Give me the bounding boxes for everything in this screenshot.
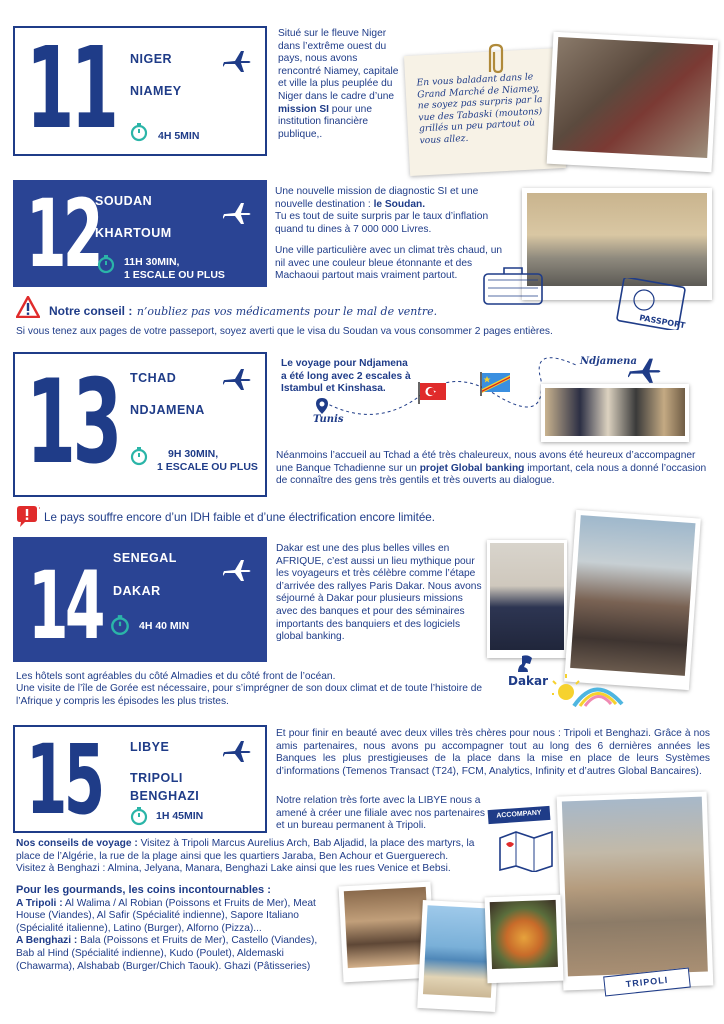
briefcase-icon bbox=[478, 262, 550, 310]
section-13-text: Néanmoins l’accueil au Tchad a été très chaleureux, nous avons été heureux d’accompagner une Banque Tchadienne sur un projet Global banking important, cela nous a donné l’occasion de connaître des gens très gentils et très ouverts au dialogue. bbox=[276, 450, 707, 487]
city-label: KHARTOUM bbox=[95, 226, 172, 240]
destination-number: 14 bbox=[28, 552, 102, 661]
food-section: Pour les gourmands, les coins incontournables : A Tripoli : Al Walima / Al Robian (Poissons et Fruits de Mer), Meat House (Viandes), Al Safir (Spécialité indienne), Sapore Italiano (Spécialité italienne), Latino (Burger), Alforno (Pizza)... A Benghazi : Bala (Poissons et Fruits de Mer), Castello (Viandes), Bab al Hind (Spécialité indienne), Kudo (Poulet), Aldemaski (Chawarma), Alshabab (Burger/Chich Taouk). Ghazi (Pâtisseries) bbox=[16, 884, 318, 972]
destination-number: 12 bbox=[26, 180, 100, 289]
country-label: TCHAD bbox=[130, 371, 177, 385]
section-14-text: Dakar est une des plus belles villes en AFRIQUE, c’est aussi un lieu mythique pour les voyageurs et très célèbre comme l’étape d’arrivée des rallyes Paris Dakar. Nous avons séjourné à Dakar pour plusieurs missions avec des banques et pour des séminaires importants des banquiers et des logiciels global banking. bbox=[276, 543, 482, 643]
market-note: En vous baladant dans le Grand Marché de Niamey, ne soyez pas surpris par la vue des Tabaski (moutons) grillés un peu partout où vous allez. bbox=[416, 71, 543, 146]
photo-ndjamena-team bbox=[541, 384, 689, 442]
advice-line: Notre conseil : n’oubliez pas vos médicaments pour le mal de ventre. bbox=[49, 304, 438, 318]
country-label: LIBYE bbox=[130, 740, 170, 754]
airplane-icon bbox=[223, 199, 253, 225]
airplane-icon bbox=[223, 556, 253, 582]
photo-dakar-selfie bbox=[564, 510, 701, 690]
flight-duration: 4H 5MIN bbox=[158, 130, 200, 142]
goree-text: Une visite de l’île de Gorée est nécessaire, pour s’imprégner de son doux climat et de toute l’histoire de l’Afrique y compris les épisodes les plus tristes. bbox=[16, 683, 483, 707]
airplane-icon bbox=[628, 354, 664, 384]
turkey-flag-icon bbox=[418, 382, 448, 404]
idh-note: Le pays souffre encore d’un IDH faible et d’une électrification encore limitée. bbox=[44, 511, 435, 524]
city-label: NDJAMENA bbox=[130, 403, 205, 417]
section-15-text-2: Notre relation très forte avec la LIBYE nous a amené à créer une filiale avec nos partenaires et un bureau permanent à Tripoli. bbox=[276, 795, 485, 832]
stopwatch-icon bbox=[97, 254, 115, 274]
flight-duration: 4H 40 MIN bbox=[139, 620, 190, 632]
svg-text:PASSPORT: PASSPORT bbox=[638, 313, 686, 330]
photo-dish bbox=[485, 895, 564, 984]
hotels-text: Les hôtels sont agréables du côté Almadies et du côté front de l’océan. bbox=[16, 671, 336, 682]
accompany-sticker: ACCOMPANY bbox=[488, 806, 551, 824]
city-label: DAKAR bbox=[113, 584, 161, 598]
stopwatch-icon bbox=[130, 446, 148, 466]
city-label: TRIPOLI BENGHAZI bbox=[130, 771, 200, 803]
paperclip-icon bbox=[484, 42, 508, 76]
rainbow-sun-icon bbox=[552, 670, 624, 710]
flight-duration: 11H 30MIN, 1 ESCALE OU PLUS bbox=[124, 256, 225, 281]
route-text: Le voyage pour Ndjamena a été long avec 2 escales à Istambul et Kinshasa. bbox=[281, 358, 411, 395]
destination-number: 13 bbox=[26, 355, 119, 490]
alert-icon bbox=[14, 505, 40, 529]
destination-number: 11 bbox=[26, 24, 116, 154]
city-label: NIAMEY bbox=[130, 84, 182, 98]
section-12-text-2: Une ville particulière avec un climat très chaud, un nil avec une couleur bleue étonnante et des Machaoui partout mais vraiment partout. bbox=[275, 245, 503, 282]
section-11-text: Situé sur le fleuve Niger dans l’extrême ouest du pays, nous avons rencontré Niamey, capitale et ville la plus peuplée du Niger dans le cadre d’une mission SI pour une institution financière publique,. bbox=[278, 28, 399, 140]
stopwatch-icon bbox=[110, 614, 130, 636]
photo-dakar-seminar bbox=[487, 540, 567, 658]
stopwatch-icon bbox=[130, 806, 148, 826]
location-pin-icon bbox=[315, 397, 329, 415]
airplane-icon bbox=[223, 365, 253, 391]
section-15-text: Et pour finir en beauté avec deux villes très chères pour nous : Tripoli et Benghazi. Grâce à nos amis partenaires, nous avons pu accompagner tout au long des 6 dernières années les Banques les plus prestigieuses de la place dans la mise en place de leurs Systèmes d’informations (Temenos Transact (T24), FCM, Analytics, Infinity et d’autres Global Bancaires). bbox=[276, 728, 710, 777]
map-icon bbox=[496, 828, 556, 872]
passport-icon bbox=[614, 278, 688, 330]
airplane-icon bbox=[223, 737, 253, 763]
warning-icon bbox=[16, 296, 40, 318]
country-label: SOUDAN bbox=[95, 194, 153, 208]
destination-number: 15 bbox=[26, 724, 102, 836]
tripoli-sticker: TRIPOLI bbox=[603, 968, 691, 997]
stopwatch-icon bbox=[130, 122, 148, 142]
country-label: SENEGAL bbox=[113, 551, 177, 565]
svg-text:Dakar: Dakar bbox=[508, 674, 549, 688]
country-label: NIGER bbox=[130, 52, 173, 66]
visa-warning: Si vous tenez aux pages de votre passeport, soyez averti que le visa du Soudan va vous consommer 2 pages entières. bbox=[16, 326, 553, 337]
destination-city: Ndjamena bbox=[580, 356, 637, 367]
congo-flag-icon bbox=[480, 372, 512, 396]
photo-niamey-market bbox=[547, 32, 719, 172]
flight-duration: 1H 45MIN bbox=[156, 810, 204, 822]
flight-duration: 9H 30MIN, 1 ESCALE OU PLUS bbox=[157, 448, 258, 473]
photo-tripoli-aerial bbox=[557, 791, 714, 990]
section-12-text: Une nouvelle mission de diagnostic SI et une nouvelle destination : le Soudan. Tu es tout de suite surpris par le taux d’inflation quand tu dines à 7 000 000 Livres. bbox=[275, 186, 489, 235]
origin-city: Tunis bbox=[313, 414, 344, 425]
airplane-icon bbox=[223, 47, 253, 73]
travel-advice: Nos conseils de voyage : Visitez à Tripoli Marcus Aurelius Arch, Bab Aljadid, la place des martyrs, la place de l’Algérie, la rue de la plage ainsi que les quartiers Jaraba, Ben Achour et Guerguerech. Visitez à Benghazi : Almina, Jelyana, Manara, Benghazi Lake ainsi que les rues Venice et Bebsi. bbox=[16, 838, 475, 875]
